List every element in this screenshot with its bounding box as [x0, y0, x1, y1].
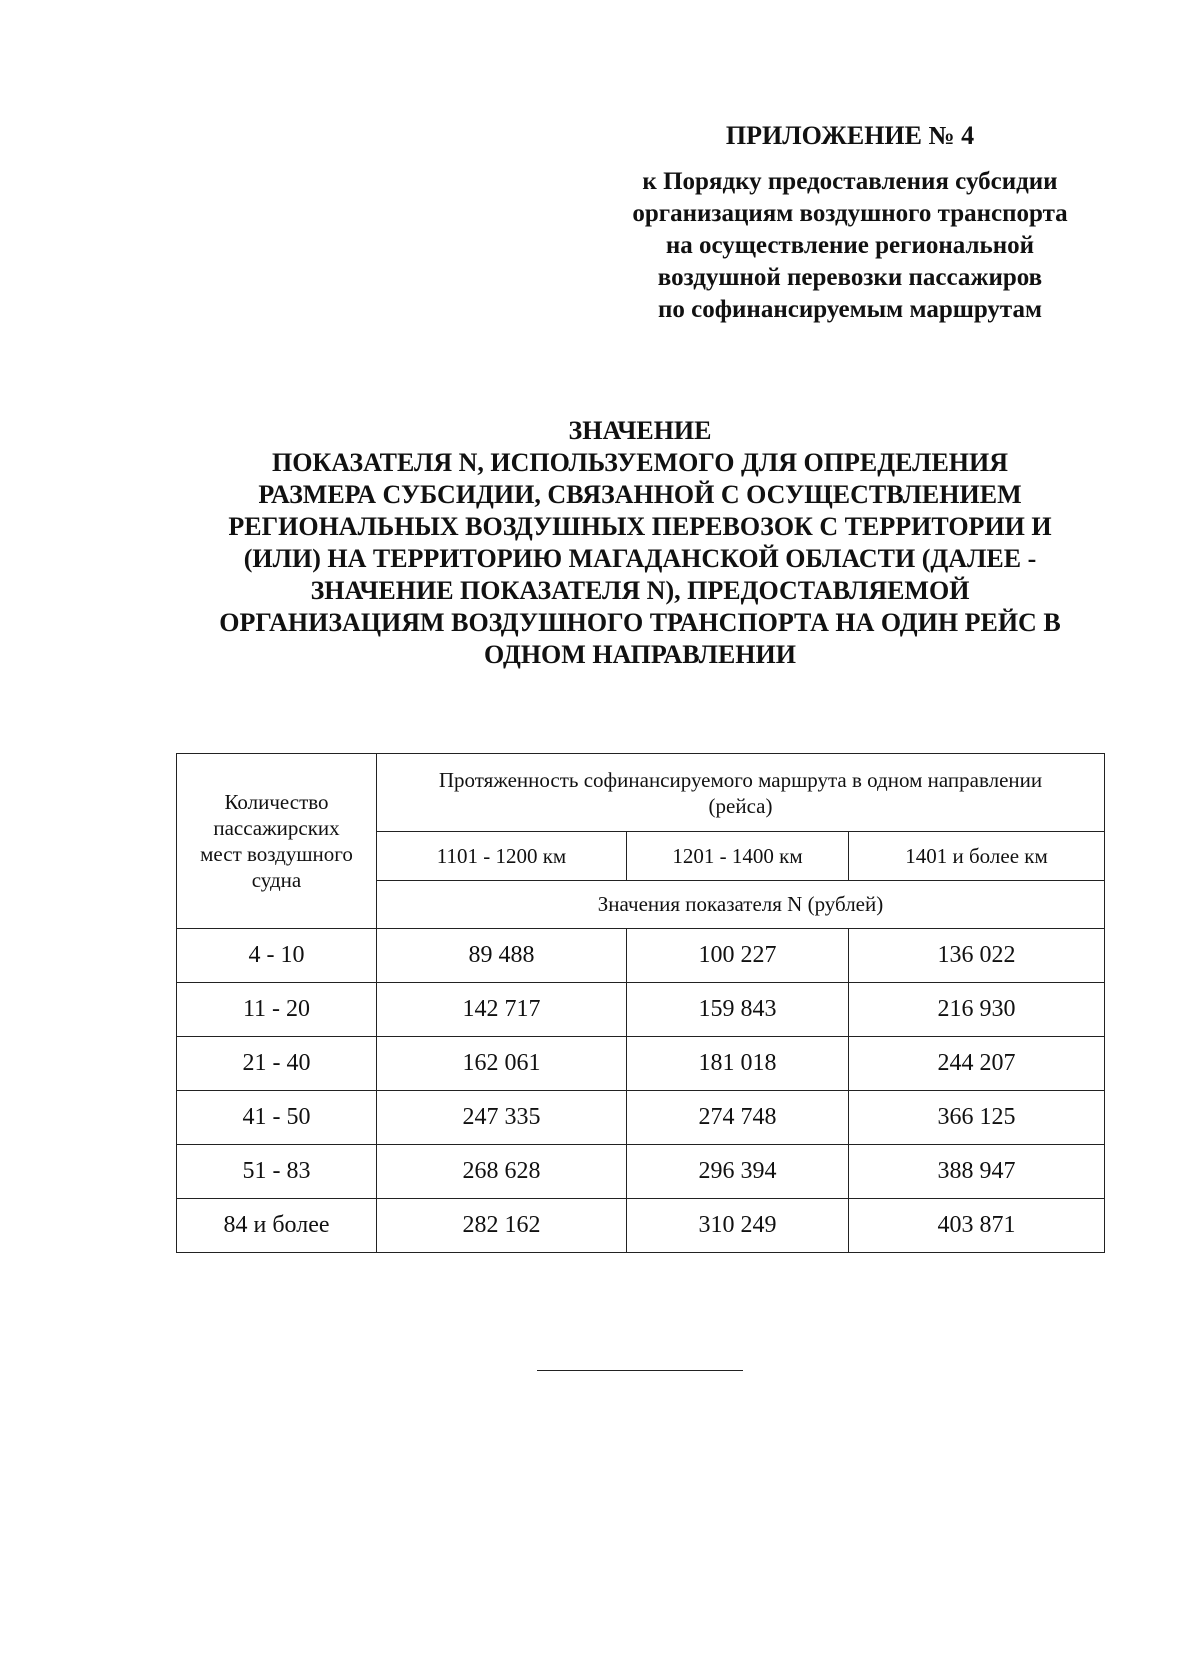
- appendix-line: воздушной перевозки пассажиров: [657, 264, 1043, 291]
- closing-rule: [537, 1370, 743, 1371]
- value-cell: 100 227: [627, 929, 849, 983]
- distance-column-header: 1101 - 1200 км: [377, 832, 627, 881]
- heading-line: ОДНОМ НАПРАВЛЕНИИ: [484, 640, 796, 669]
- heading-line: (ИЛИ) НА ТЕРРИТОРИЮ МАГАДАНСКОЙ ОБЛАСТИ (ДАЛЕЕ -: [243, 544, 1037, 573]
- seats-cell: 21 - 40: [177, 1037, 377, 1091]
- seats-header-cell: [177, 754, 377, 929]
- value-cell: 244 207: [849, 1037, 1105, 1091]
- seats-cell: 41 - 50: [177, 1091, 377, 1145]
- value-cell: 159 843: [627, 983, 849, 1037]
- seats-header-line: пассажирских: [213, 816, 340, 840]
- document-heading: [150, 415, 1130, 671]
- heading-line: РАЗМЕРА СУБСИДИИ, СВЯЗАННОЙ С ОСУЩЕСТВЛЕНИЕМ: [258, 480, 1022, 509]
- seats-cell: 4 - 10: [177, 929, 377, 983]
- seats-cell: 84 и более: [177, 1199, 377, 1253]
- seats-header-line: мест воздушного: [200, 842, 353, 866]
- appendix-line: к Порядку предоставления субсидии: [642, 168, 1058, 195]
- heading-line: ПОКАЗАТЕЛЯ N, ИСПОЛЬЗУЕМОГО ДЛЯ ОПРЕДЕЛЕНИЯ: [271, 448, 1009, 477]
- route-header-line: (рейса): [708, 793, 773, 818]
- value-cell: 366 125: [849, 1091, 1105, 1145]
- heading-line: РЕГИОНАЛЬНЫХ ВОЗДУШНЫХ ПЕРЕВОЗОК С ТЕРРИТОРИИ И: [228, 512, 1052, 541]
- value-cell: 142 717: [377, 983, 627, 1037]
- value-cell: 388 947: [849, 1145, 1105, 1199]
- appendix-line: по софинансируемым маршрутам: [657, 296, 1043, 323]
- heading-line: ЗНАЧЕНИЕ: [568, 416, 712, 445]
- value-cell: 247 335: [377, 1091, 627, 1145]
- table-row: [177, 1091, 1105, 1145]
- indicator-table: [176, 753, 1105, 1253]
- value-cell: 310 249: [627, 1199, 849, 1253]
- route-header-line: Протяженность софинансируемого маршрута в одном направлении: [438, 767, 1043, 792]
- distance-column-header: 1401 и более км: [849, 832, 1105, 881]
- appendix-title: ПРИЛОЖЕНИЕ № 4: [725, 121, 975, 150]
- seats-header-line: судна: [251, 868, 302, 892]
- value-cell: 268 628: [377, 1145, 627, 1199]
- value-cell: 216 930: [849, 983, 1105, 1037]
- table-row: [177, 1145, 1105, 1199]
- value-cell: 403 871: [849, 1199, 1105, 1253]
- value-cell: 136 022: [849, 929, 1105, 983]
- seats-header-line: Количество: [224, 790, 329, 814]
- seats-cell: 51 - 83: [177, 1145, 377, 1199]
- value-cell: 296 394: [627, 1145, 849, 1199]
- table-row: [177, 929, 1105, 983]
- seats-cell: 11 - 20: [177, 983, 377, 1037]
- table-header-row: [177, 754, 1105, 832]
- value-cell: 282 162: [377, 1199, 627, 1253]
- value-cell: 274 748: [627, 1091, 849, 1145]
- heading-line: ЗНАЧЕНИЕ ПОКАЗАТЕЛЯ N), ПРЕДОСТАВЛЯЕМОЙ: [310, 576, 970, 605]
- table-row: [177, 1037, 1105, 1091]
- table-row: [177, 983, 1105, 1037]
- value-cell: 181 018: [627, 1037, 849, 1091]
- value-cell: 162 061: [377, 1037, 627, 1091]
- route-header-cell: [377, 754, 1105, 832]
- appendix-line: на осуществление региональной: [665, 232, 1035, 259]
- values-caption: Значения показателя N (рублей): [377, 881, 1105, 929]
- value-cell: 89 488: [377, 929, 627, 983]
- heading-line: ОРГАНИЗАЦИЯМ ВОЗДУШНОГО ТРАНСПОРТА НА ОДИН РЕЙС В: [219, 608, 1061, 637]
- table-row: [177, 1199, 1105, 1253]
- appendix-block: [600, 118, 1100, 326]
- distance-column-header: 1201 - 1400 км: [627, 832, 849, 881]
- appendix-line: организациям воздушного транспорта: [632, 200, 1068, 227]
